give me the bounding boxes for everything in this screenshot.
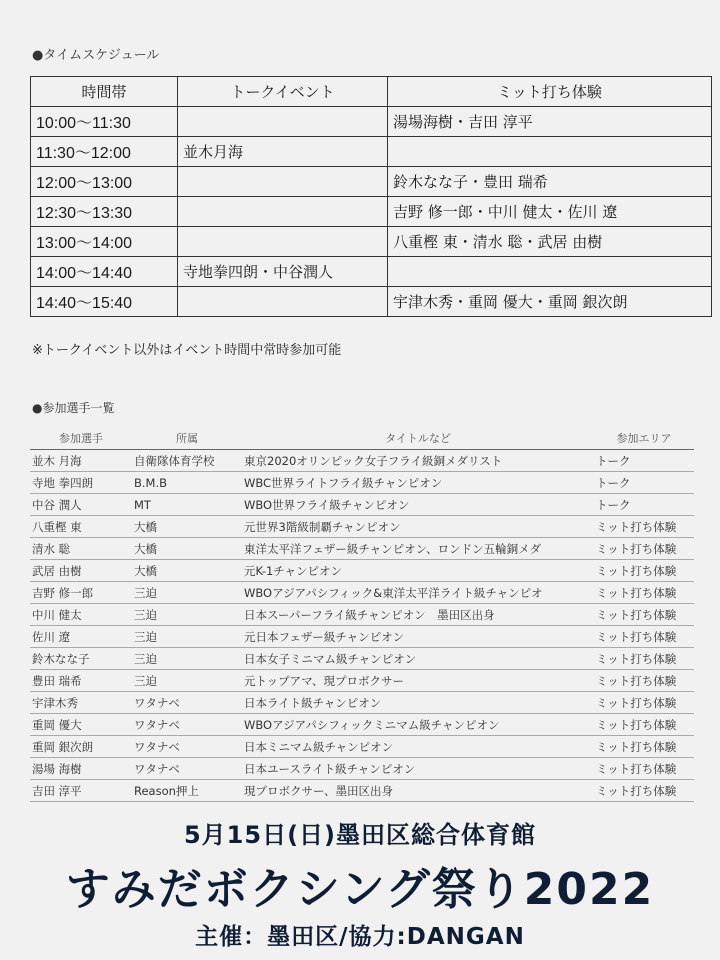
player-title: 元K-1チャンピオン (242, 560, 594, 582)
schedule-title: ●タイムスケジュール (32, 48, 160, 63)
schedule-row (31, 167, 712, 197)
player-gym: 三迫 (132, 626, 242, 648)
player-name: 並木 月海 (30, 450, 132, 472)
player-gym: 大橋 (132, 516, 242, 538)
talk-cell (178, 287, 388, 317)
player-title: 元世界3階級制覇チャンピオン (242, 516, 594, 538)
player-area: ミット打ち体験 (594, 604, 694, 626)
player-area: ミット打ち体験 (594, 736, 694, 758)
player-title: WBC世界ライトフライ級チャンピオン (242, 472, 594, 494)
player-row (30, 538, 694, 560)
player-row (30, 648, 694, 670)
player-area: ミット打ち体験 (594, 758, 694, 780)
player-area: トーク (594, 494, 694, 516)
player-row (30, 582, 694, 604)
player-area: トーク (594, 450, 694, 472)
player-name: 八重樫 東 (30, 516, 132, 538)
player-row (30, 670, 694, 692)
player-area: ミット打ち体験 (594, 648, 694, 670)
player-gym: Reason押上 (132, 780, 242, 802)
event-host: 主催：墨田区/協力:DANGAN (195, 924, 525, 950)
player-title: 東京2020オリンピック女子フライ級銅メダリスト (242, 450, 594, 472)
player-gym: 大橋 (132, 538, 242, 560)
time-cell: 10:00〜11:30 (31, 107, 178, 137)
player-row (30, 736, 694, 758)
talk-cell (178, 107, 388, 137)
header-title: タイトルなど (242, 427, 594, 450)
player-name: 中川 健太 (30, 604, 132, 626)
time-cell: 11:30〜12:00 (31, 137, 178, 167)
mitt-cell: 湯場海樹・吉田 淳平 (388, 107, 712, 137)
player-area: ミット打ち体験 (594, 560, 694, 582)
player-row (30, 560, 694, 582)
mitt-cell: 宇津木秀・重岡 優大・重岡 銀次朗 (388, 287, 712, 317)
player-gym: ワタナベ (132, 758, 242, 780)
player-title: 日本ミニマム級チャンピオン (242, 736, 594, 758)
player-area: トーク (594, 472, 694, 494)
player-area: ミット打ち体験 (594, 538, 694, 560)
player-name: 佐川 遼 (30, 626, 132, 648)
schedule-body (31, 107, 712, 317)
time-cell: 12:00〜13:00 (31, 167, 178, 197)
player-gym: MT (132, 494, 242, 516)
schedule-row (31, 227, 712, 257)
player-row (30, 758, 694, 780)
player-name: 重岡 銀次朗 (30, 736, 132, 758)
player-name: 鈴木なな子 (30, 648, 132, 670)
time-cell: 14:40〜15:40 (31, 287, 178, 317)
player-row (30, 516, 694, 538)
schedule-row (31, 257, 712, 287)
mitt-cell: 鈴木なな子・豊田 瑞希 (388, 167, 712, 197)
players-title: ●参加選手一覧 (32, 401, 115, 415)
talk-cell (178, 197, 388, 227)
talk-cell: 並木月海 (178, 137, 388, 167)
talk-cell: 寺地拳四朗・中谷潤人 (178, 257, 388, 287)
schedule-row (31, 197, 712, 227)
players-header-row (30, 427, 694, 450)
player-name: 吉田 淳平 (30, 780, 132, 802)
player-gym: 自衛隊体育学校 (132, 450, 242, 472)
player-row (30, 714, 694, 736)
header-mitt: ミット打ち体験 (388, 77, 712, 107)
player-gym: B.M.B (132, 472, 242, 494)
schedule-note: ※トークイベント以外はイベント時間中常時参加可能 (32, 343, 342, 358)
player-area: ミット打ち体験 (594, 692, 694, 714)
player-title: 現プロボクサー、墨田区出身 (242, 780, 594, 802)
schedule-row (31, 137, 712, 167)
player-area: ミット打ち体験 (594, 670, 694, 692)
player-gym: 大橋 (132, 560, 242, 582)
header-player: 参加選手 (30, 427, 132, 450)
time-cell: 12:30〜13:30 (31, 197, 178, 227)
player-gym: ワタナベ (132, 692, 242, 714)
player-title: 元トップアマ、現プロボクサー (242, 670, 594, 692)
header-gym: 所属 (132, 427, 242, 450)
mitt-cell: 吉野 修一郎・中川 健太・佐川 遼 (388, 197, 712, 227)
player-gym: 三迫 (132, 582, 242, 604)
header-talk: トークイベント (178, 77, 388, 107)
player-name: 湯場 海樹 (30, 758, 132, 780)
player-gym: 三迫 (132, 648, 242, 670)
player-name: 吉野 修一郎 (30, 582, 132, 604)
player-row (30, 626, 694, 648)
players-body (30, 450, 694, 802)
player-row (30, 494, 694, 516)
player-name: 寺地 拳四朗 (30, 472, 132, 494)
player-row (30, 604, 694, 626)
talk-cell (178, 167, 388, 197)
player-title: 元日本フェザー級チャンピオン (242, 626, 594, 648)
player-name: 宇津木秀 (30, 692, 132, 714)
player-name: 豊田 瑞希 (30, 670, 132, 692)
player-name: 清水 聡 (30, 538, 132, 560)
player-title: WBO世界フライ級チャンピオン (242, 494, 594, 516)
player-row (30, 780, 694, 802)
player-title: 日本スーパーフライ級チャンピオン 墨田区出身 (242, 604, 594, 626)
player-name: 重岡 優大 (30, 714, 132, 736)
player-area: ミット打ち体験 (594, 582, 694, 604)
player-gym: 三迫 (132, 604, 242, 626)
player-area: ミット打ち体験 (594, 780, 694, 802)
player-area: ミット打ち体験 (594, 714, 694, 736)
schedule-row (31, 287, 712, 317)
player-gym: 三迫 (132, 670, 242, 692)
player-name: 武居 由樹 (30, 560, 132, 582)
talk-cell (178, 227, 388, 257)
player-row (30, 692, 694, 714)
players-table (30, 427, 694, 802)
schedule-row (31, 107, 712, 137)
player-row (30, 450, 694, 472)
player-title: 日本ユースライト級チャンピオン (242, 758, 594, 780)
player-area: ミット打ち体験 (594, 626, 694, 648)
player-gym: ワタナベ (132, 714, 242, 736)
player-name: 中谷 潤人 (30, 494, 132, 516)
time-cell: 14:00〜14:40 (31, 257, 178, 287)
player-area: ミット打ち体験 (594, 516, 694, 538)
player-title: WBOアジアパシフィックミニマム級チャンピオン (242, 714, 594, 736)
player-title: WBOアジアパシフィック&東洋太平洋ライト級チャンピオ (242, 582, 594, 604)
player-gym: ワタナベ (132, 736, 242, 758)
schedule-header-row (31, 77, 712, 107)
time-cell: 13:00〜14:00 (31, 227, 178, 257)
header-time: 時間帯 (31, 77, 178, 107)
header-area: 参加エリア (594, 427, 694, 450)
schedule-table (30, 76, 712, 317)
player-row (30, 472, 694, 494)
player-title: 日本女子ミニマム級チャンピオン (242, 648, 594, 670)
mitt-cell: 八重樫 東・清水 聡・武居 由樹 (388, 227, 712, 257)
player-title: 東洋太平洋フェザー級チャンピオン、ロンドン五輪銅メダ (242, 538, 594, 560)
player-title: 日本ライト級チャンピオン (242, 692, 594, 714)
mitt-cell (388, 137, 712, 167)
event-title: すみだボクシング祭り2022 (65, 864, 655, 915)
mitt-cell (388, 257, 712, 287)
event-date-venue: 5月15日(日)墨田区総合体育館 (183, 821, 537, 849)
